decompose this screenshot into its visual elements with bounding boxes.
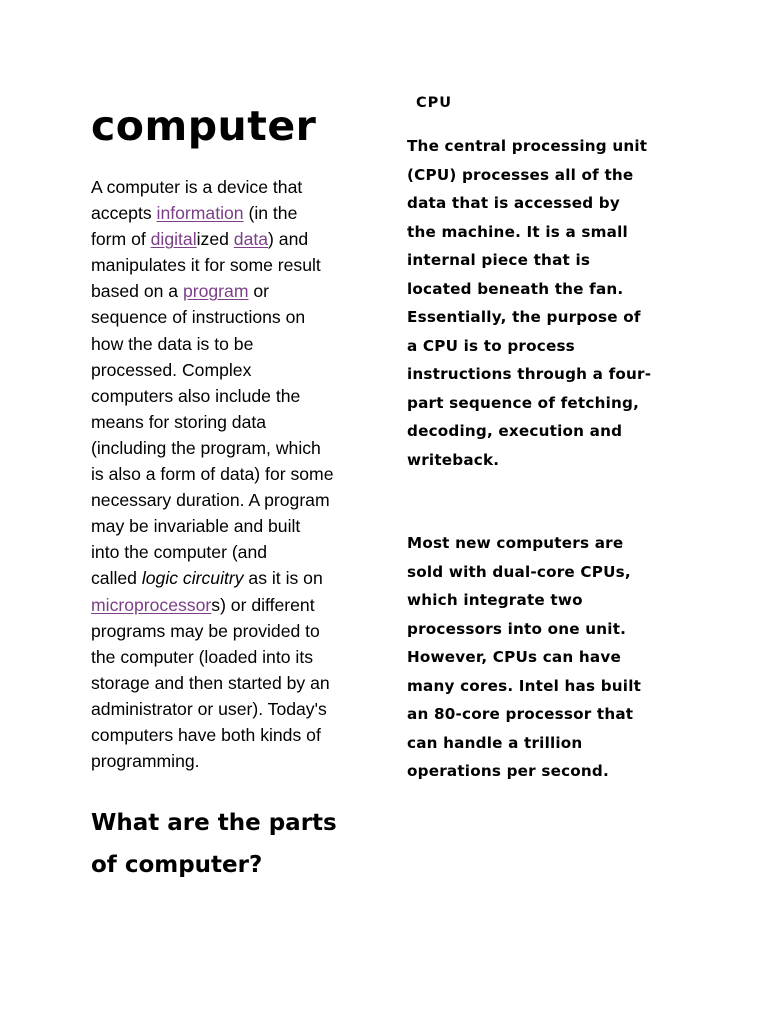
text-line: means for storing data	[91, 411, 267, 432]
text-line: based on a program or	[91, 281, 270, 302]
text-line: administrator or user). Today's	[91, 698, 327, 719]
text-line: is also a form of data) for some	[91, 464, 334, 485]
text-line: an 80-core processor that	[407, 705, 634, 723]
text-line: manipulates it for some result	[91, 255, 321, 276]
text-line: sequence of instructions on	[91, 307, 306, 328]
right-column	[407, 92, 682, 786]
text-line: data that is accessed by	[407, 194, 620, 212]
information-link[interactable]: information	[156, 203, 244, 224]
text-line: operations per second.	[407, 762, 609, 780]
program-link[interactable]: program	[182, 281, 249, 302]
text-line: programs may be provided to	[91, 620, 320, 641]
text-line: computers also include the	[91, 385, 301, 406]
text-line: internal piece that is	[407, 251, 591, 269]
text-line: a CPU is to process	[407, 336, 575, 355]
parts-of-computer-heading: What are the parts of computer?	[91, 810, 337, 879]
multicore-paragraph	[407, 529, 682, 786]
text-line: the machine. It is a small	[407, 222, 628, 241]
text-line: Most new computers are	[407, 534, 624, 552]
computer-definition-paragraph	[91, 174, 369, 774]
text-line: can handle a trillion	[407, 733, 583, 752]
text-line: instructions through a four-	[407, 365, 652, 383]
logic-circuitry-emphasis: logic circuitry	[141, 568, 244, 589]
text-line: accepts information (in the	[91, 203, 298, 224]
digital-link[interactable]: digital	[150, 229, 197, 250]
text-line: may be invariable and built	[91, 516, 301, 537]
text-line: Essentially, the purpose of	[407, 308, 641, 326]
text-line: the computer (loaded into its	[91, 646, 314, 667]
text-line: processors into one unit.	[407, 619, 627, 638]
text-line: programming.	[91, 751, 200, 772]
text-line: However, CPUs can have	[407, 648, 621, 666]
text-line: sold with dual-core CPUs,	[407, 562, 631, 581]
text-line: A computer is a device that	[91, 177, 303, 197]
text-line: microprocessors) or different	[91, 594, 315, 615]
data-link[interactable]: data	[233, 229, 269, 250]
text-line: (including the program, which	[91, 437, 321, 458]
cpu-description-paragraph	[407, 132, 682, 474]
text-line: which integrate two	[407, 591, 583, 609]
text-line: processed. Complex	[91, 359, 252, 380]
microprocessor-link[interactable]: microprocessor	[91, 594, 212, 615]
text-line: into the computer (and	[91, 542, 268, 563]
text-line: how the data is to be	[91, 333, 254, 354]
text-line: decoding, execution and	[407, 422, 623, 440]
page-title: computer	[91, 102, 317, 150]
cpu-heading: CPU	[416, 95, 453, 111]
text-line: The central processing unit	[407, 137, 648, 155]
text-line: necessary duration. A program	[91, 490, 330, 511]
text-line: form of digitalized data) and	[91, 229, 309, 250]
left-column	[91, 100, 369, 886]
text-line: part sequence of fetching,	[407, 393, 640, 412]
text-line: located beneath the fan.	[407, 279, 624, 298]
text-line: storage and then started by an	[91, 672, 330, 693]
text-line: writeback.	[407, 450, 500, 469]
text-line: called logic circuitry as it is on	[91, 568, 323, 589]
text-line: computers have both kinds of	[91, 724, 321, 745]
text-line: (CPU) processes all of the	[407, 165, 634, 184]
text-line: many cores. Intel has built	[407, 676, 642, 695]
